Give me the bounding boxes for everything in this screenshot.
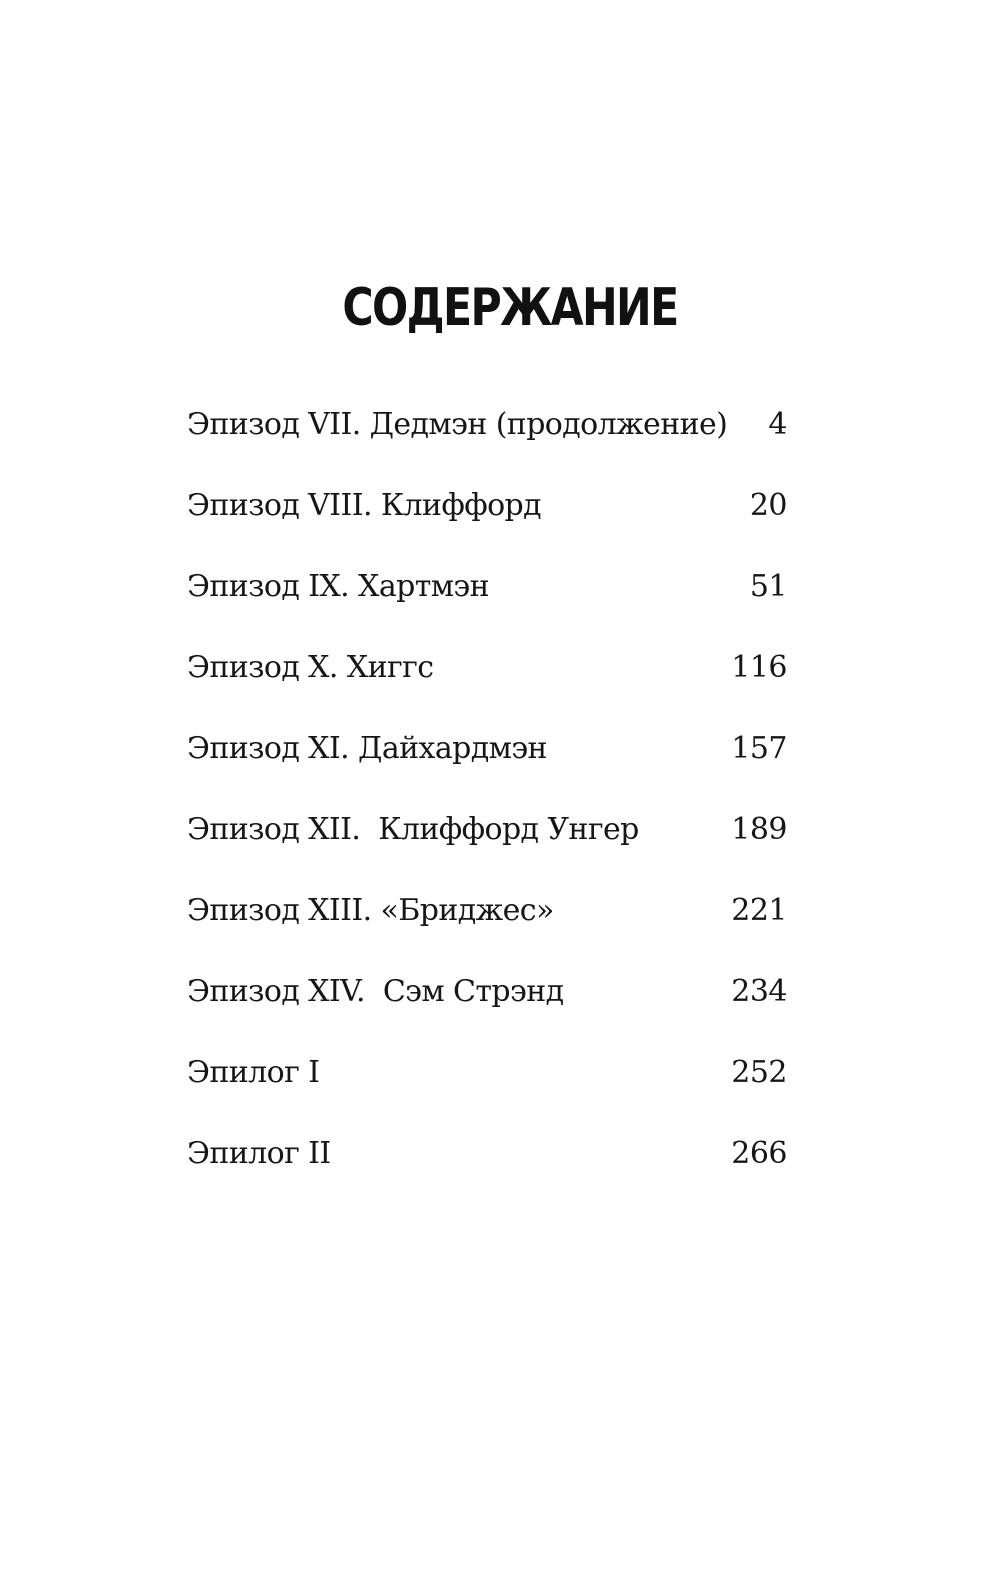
toc-entry-title: Эпилог I	[187, 1055, 320, 1090]
toc-entry	[187, 1124, 787, 1205]
toc-entry	[187, 800, 787, 881]
toc-entry-title: Эпизод VIII. Клиффорд	[187, 488, 542, 523]
toc-entry-title: Эпизод VII. Дедмэн (продолжение)	[187, 407, 728, 442]
table-of-contents	[187, 395, 787, 1205]
toc-entry-page-number: 116	[731, 650, 787, 685]
toc-entry-title: Эпизод XI. Дайхардмэн	[187, 731, 547, 766]
toc-entry-page-number: 20	[749, 488, 787, 523]
toc-entry-page-number: 51	[749, 569, 787, 604]
toc-entry-page-number: 189	[731, 812, 787, 847]
toc-entry-page-number: 252	[731, 1055, 787, 1090]
toc-entry-title: Эпизод XII. Клиффорд Унгер	[187, 812, 639, 847]
toc-entry	[187, 719, 787, 800]
toc-entry	[187, 476, 787, 557]
toc-entry-page-number: 266	[731, 1136, 787, 1171]
toc-entry	[187, 1043, 787, 1124]
toc-entry-page-number: 221	[731, 893, 787, 928]
toc-entry	[187, 638, 787, 719]
page-title: СОДЕРЖАНИЕ	[342, 278, 678, 338]
toc-entry	[187, 881, 787, 962]
toc-entry-page-number: 157	[731, 731, 787, 766]
toc-entry	[187, 557, 787, 638]
toc-entry-title: Эпизод IX. Хартмэн	[187, 569, 490, 604]
toc-entry-title: Эпизод XIII. «Бриджес»	[187, 893, 554, 928]
toc-entry-title: Эпизод XIV. Сэм Стрэнд	[187, 974, 564, 1009]
toc-entry	[187, 962, 787, 1043]
toc-entry-page-number: 4	[768, 407, 787, 442]
toc-entry	[187, 395, 787, 476]
toc-entry-page-number: 234	[731, 974, 787, 1009]
toc-entry-title: Эпилог II	[187, 1136, 331, 1171]
toc-entry-title: Эпизод X. Хиггс	[187, 650, 434, 685]
